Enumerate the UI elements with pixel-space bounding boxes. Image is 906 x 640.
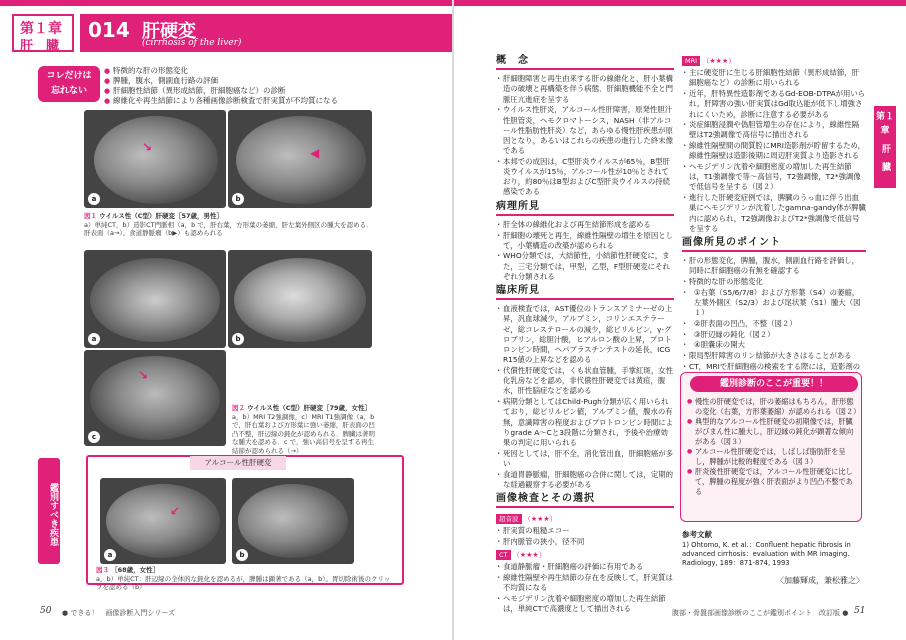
- list-item: ・ 進行した肝硬変症例では，脾臓のうっ血に伴う出血巣にヘモジデリンが沈着したgamna-gandy体が脾臓内に認められ，T2強調像およびT2*強調像で低信号を呈する: [682, 193, 866, 234]
- key-points-label: [38, 66, 100, 102]
- mri-list: [682, 68, 866, 234]
- differential-box-title: アルコール性肝硬変: [190, 456, 286, 470]
- arrow-icon: ↙: [170, 504, 181, 518]
- page-number-left: 50: [40, 606, 52, 616]
- chapter-tab-right: [874, 106, 896, 188]
- key-point-item: ● 肝細胞性結節（異形成結節，肝細胞癌など）の診断: [104, 86, 444, 96]
- key-label-line1: コレだけは: [46, 71, 92, 81]
- chapter-tab-organ: 肝 臓: [880, 144, 890, 171]
- list-item: ・ 近年，肝特異性造影剤であるGd-EOB-DTPAが用いられ，肝障害の強い肝実質はGd取込能が低下し増強されにくいため，診断に注意する必要がある: [682, 89, 866, 120]
- page-number-right: 51: [854, 606, 866, 616]
- fig2-tag-b: b: [232, 333, 244, 345]
- list-item: ・ ③肝辺縁の鈍化（図２）: [682, 330, 866, 340]
- key-point-item: ● 特徴的な肝の形態変化: [104, 66, 444, 76]
- list-item: ・ 特徴的な肝の形態変化: [682, 277, 866, 287]
- list-item: ● 典型的なアルコール性肝硬変の初期像では，肝臓がびまん性に腫大し，肝辺縁の鈍化が顕著な傾向がある（図３）: [687, 417, 857, 447]
- ct-image-fig1b: [228, 110, 372, 208]
- pathology-list: [496, 220, 674, 282]
- page-subtitle: (cirrhosis of the liver): [142, 38, 242, 48]
- reference-item: 1) Ohtomo, K. et al.：Confluent hepatic fibrosis in advanced cirrhosis：evaluation with MR imaging. Radiology, 189：871-874, 1993: [682, 541, 851, 567]
- key-label-line2: 忘れない: [50, 86, 87, 96]
- list-item: ・ 食道胃静脈瘤，肝細胞癌の合併に関しては，定期的な経過観察する必要がある: [496, 470, 674, 490]
- chapter-tab-label: 第１章: [875, 112, 894, 136]
- key-point-item: ● 脾腫，腹水，側副血行路の評価: [104, 76, 444, 86]
- chapter-organ: 肝 臓: [20, 39, 60, 54]
- list-item: ・ ②肝表面の凹凸，不整（図２）: [682, 319, 866, 329]
- list-item: ・ 血液検査では，AST優位のトランスアミナーゼの上昇，汎血球減少，アルブミン，コリンエステラーゼ，総コレステロールの減少，総ビリルビン，γ-グロブリン，総胆汁酸，ヒアルロン酸の上昇，プロトロンビン時間，ヘパプラスチンテストの延長，ICG R15値の上昇などを認める: [496, 304, 674, 365]
- pitfall-list: [687, 397, 861, 497]
- right-column-1: [496, 56, 674, 614]
- fig2-tag-c: c: [88, 431, 100, 443]
- section-heading-imaging-points: 画像所見のポイント: [682, 238, 866, 252]
- list-item: ・ ヘモジデリン沈着や細胞密度の増加した再生結節は，T1強調像で等〜高信号，T2強調像，T2*強調像で低信号を呈する（図２）: [682, 162, 866, 193]
- list-item: ・ 代償性肝硬変では，くも状血管腫，手掌紅斑，女性化乳房などを認め，非代償性肝硬変では黄疸，腹水，肝性脳症などを認める: [496, 366, 674, 397]
- page-gutter: [452, 0, 454, 640]
- fig2-caption: 図２ ウイルス性（C型）肝硬変［79歳，女性］ a，b）MRI T2強調像，c）MRI T1強調像（a，b で，肝右葉および方形葉に強い萎縮，肝表面の凹凸不整，肝辺縁の鈍化が認められる．脾臓は著明な腫大を認める．c で，強い高信号を呈する再生結節が認められる（→）: [232, 404, 375, 455]
- article-number: 014: [88, 18, 130, 42]
- stars-rating: （★★★）: [512, 550, 546, 559]
- section-heading-imaging-choice: 画像検査とその選択: [496, 494, 674, 508]
- list-item: ● 肝炎後性肝硬変では，アルコール性肝硬変に比して，脾腫の程度が強く肝表面がより凹凸不整である: [687, 467, 857, 497]
- mri-image-fig2a: [84, 250, 226, 348]
- section-heading-overview: 概 念: [496, 56, 674, 70]
- references: [682, 530, 864, 585]
- modality-badge-ct: CT: [496, 550, 511, 560]
- list-item: ・ 肝実質の粗糙エコー: [496, 526, 674, 536]
- fig1-caption: 図１ ウイルス性（C型）肝硬変［57歳，男性］ a）単純CT，b）造影CT門脈相（a，b で，肝右葉，方形葉の萎縮，肝左葉外側区の腫大を認める．肝表面（a→）、食道静脈瘤（b▶）も認められる: [84, 212, 373, 237]
- fig2-tag-a: a: [88, 333, 100, 345]
- series-title-left: ● できる！ 画像診断入門シリーズ: [62, 609, 175, 617]
- arrow-icon: ↘: [138, 368, 149, 382]
- chapter-label: 第１章: [20, 21, 62, 37]
- ct-list: [496, 562, 674, 614]
- us-list: [496, 526, 674, 547]
- list-item: ・ ④胆嚢床の開大: [682, 340, 866, 350]
- key-point-item: ● 線維化や再生結節により各種画像診断検査で肝実質が不均質になる: [104, 96, 444, 106]
- list-item: ・ 限局型肝障害のリン結節が大きさはることがある: [682, 351, 866, 361]
- arrowhead-icon: ◀: [310, 146, 320, 160]
- clinical-list: [496, 304, 674, 490]
- mri-image-fig2b: [228, 250, 372, 348]
- references-heading: 参考文献: [682, 530, 712, 539]
- differential-side-label: 鑑別すべき疾患: [38, 458, 60, 564]
- fig3-tag-a: a: [104, 549, 116, 561]
- article-header: [12, 14, 452, 54]
- list-item: ・ 肝全体の線維化および再生結節形成を認める: [496, 220, 674, 230]
- list-item: ・ ヘモジデリン沈着や細胞密度の増加した再生結節は，単純CTで高濃度として描出される: [496, 594, 674, 614]
- list-item: ・ 炎症細胞浸潤や偽胆管増生の存在により，線維性隔壁はT2強調像で高信号に描出される: [682, 120, 866, 140]
- list-item: ・ 肝の形態変化，脾腫，腹水，側副血行路を評価し，同時に肝細胞癌の有無を確認する: [682, 256, 866, 276]
- page-title: 肝硬変: [142, 21, 196, 42]
- list-item: ・ 食道静脈瘤・肝細胞癌の評価に有用である: [496, 562, 674, 572]
- arrow-icon: ↘: [142, 140, 153, 154]
- modality-badge-mri: MRI: [682, 56, 700, 66]
- stars-rating: （★★★）: [523, 515, 557, 524]
- list-item: ・ 死因としては，肝不全，消化管出血，肝細胞癌が多い: [496, 449, 674, 469]
- list-item: ・ CT，MRIで肝細胞癌の検索をする際には，造影剤の: [682, 362, 866, 382]
- differential-points-box: [680, 372, 862, 522]
- list-item: ● アルコール性肝硬変では，しばしば脂肪肝を呈し，脾腫が比較的軽度である（図３）: [687, 447, 857, 467]
- differential-points-heading: 鑑別診断のここが重要！！: [690, 376, 858, 392]
- title-bar: [80, 14, 452, 52]
- fig1-tag-b: b: [232, 193, 244, 205]
- ct-image-fig3a: [100, 478, 226, 564]
- overview-list: [496, 74, 674, 197]
- list-item: ・ 肝細胞の壊死と再生，線維性隔壁の増生を原因として，小葉構造の改築が認められる: [496, 231, 674, 251]
- series-title-right: 腹部・骨盤部画像診断のここが鑑別ポイント 改訂版 ●: [672, 609, 849, 617]
- chapter-box: [12, 14, 74, 52]
- list-item: ・ 肝細胞障害と再生由来する肝の線維化と，肝小葉構造の破壊と再構築を伴う病態．肝細胞機能不全と門脈圧亢進症を呈する: [496, 74, 674, 105]
- list-item: ・ ウイルス性肝炎，アルコール性肝障害，原発性胆汁性胆管炎，ヘモクロマトーシス，NASH（非アルコール性脂肪性肝炎）など，あらゆる慢性肝疾患が原因となり，あるいはこれらの疾患の進行した終末像である: [496, 105, 674, 156]
- fig3-tag-b: b: [236, 549, 248, 561]
- list-item: ・ WHO分類では，大結節性，小結節性肝硬変に，また，三宅分類では，甲型，乙型，F型肝硬変にそれぞれ分類される: [496, 251, 674, 282]
- fig1-tag-a: a: [88, 193, 100, 205]
- ct-image-fig3b: [232, 478, 354, 564]
- section-heading-pathology: 病理所見: [496, 202, 674, 216]
- imaging-points-list: [682, 256, 866, 382]
- key-points-list: [104, 66, 444, 106]
- stars-rating: （★★★）: [702, 57, 736, 65]
- mri-image-fig2c: [84, 350, 226, 446]
- list-item: ・ 病期分類としてはChild-Pugh分類が広く用いられており，総ビリルビン値，アルブミン値，腹水の有無，意識障害の程度およびプロトロンビン時間によりgrade A〜Cと3段階に分類され，予後や治療効果の判定に用いられる: [496, 397, 674, 448]
- list-item: ・ 線維性隔壁や再生結節の存在を反映して，肝実質は不均質になる: [496, 573, 674, 593]
- list-item: ・ 主に硬変肝に生じる肝細胞性結節（異形成結節，肝細胞癌など）の診断に用いられる: [682, 68, 866, 88]
- list-item: ・ ①右葉（S5/6/7/8）および方形葉（S4）の萎縮，左葉外側区（S2/3）および尾状葉（S1）腫大（図１）: [682, 288, 866, 319]
- list-item: ・ 肝内脈管の狭小，径不同: [496, 537, 674, 547]
- authors: 〈加藤輝成，兼松雅之〉: [776, 576, 864, 585]
- list-item: ● 慢性の肝硬変では，肝の萎縮はもちろん，肝形態の変化（右葉，方形葉萎縮）が認められる（図２）: [687, 397, 857, 417]
- right-column-2: [682, 54, 866, 383]
- ct-image-fig1a: [84, 110, 226, 208]
- modality-badge-us: 超音波: [496, 514, 522, 524]
- list-item: ・ 本邦での成因は，C型肝炎ウイルスが65％，B型肝炎ウイルスが15％，アルコール性が10％とされており，約80％はB型およびC型肝炎ウイルスの持続感染である: [496, 157, 674, 198]
- list-item: ・ 線維性隔壁間の間質腔にMRI造影剤が貯留するため，線維性隔壁は造影後期に周辺肝実質より造影される: [682, 141, 866, 161]
- fig3-caption: 図３ ［68歳，女性］ a，b）単純CT：肝辺縁の全体的な鈍化を認めるが，脾腫は顕著である（a，b）。胃切除術後のクリップを認める（b）: [96, 566, 391, 591]
- section-heading-clinical: 臨床所見: [496, 286, 674, 300]
